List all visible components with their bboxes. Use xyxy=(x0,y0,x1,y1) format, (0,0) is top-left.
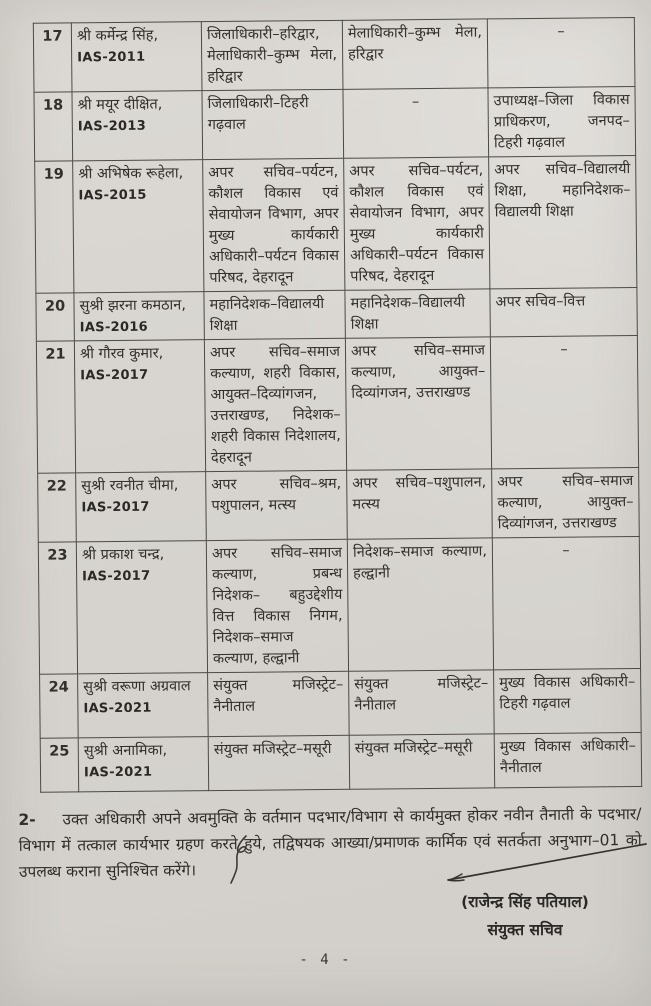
officer-name: सुश्री अनामिका, xyxy=(83,742,168,760)
posting-cell: अपर सचिव–समाज कल्याण, प्रबन्ध निदेशक– बहुउद्देशीय वित्त विकास निगम, निदेशक–समाज कल्याण, हल्द्वानी xyxy=(206,539,348,672)
posting-cell: जिलाधिकारी–टिहरी गढ़वाल xyxy=(202,89,344,159)
officer-name: सुश्री वरूणा अग्रवाल xyxy=(83,678,191,696)
table-row xyxy=(40,668,642,738)
officer-name-cell xyxy=(71,22,202,92)
table-row xyxy=(35,156,637,294)
posting-cell: – xyxy=(343,88,489,158)
officer-batch: IAS-2017 xyxy=(82,568,151,585)
posting-cell: अपर सचिव–वित्त xyxy=(490,288,637,337)
transfer-order-table xyxy=(33,17,642,793)
officer-batch: IAS-2016 xyxy=(79,319,149,336)
serial-number: 25 xyxy=(40,738,79,792)
posting-cell: अपर सचिव–विद्यालयी शिक्षा, महानिदेशक– विद्यालयी शिक्षा xyxy=(489,156,637,289)
paragraph-number: 2- xyxy=(18,810,36,829)
posting-cell: मुख्य विकास अधिकारी–नैनीताल xyxy=(494,732,642,787)
table-row xyxy=(36,288,637,342)
serial-number: 22 xyxy=(38,473,77,542)
officer-batch: IAS-2017 xyxy=(80,367,149,384)
officer-name-cell xyxy=(74,292,204,341)
posting-cell: संयुक्त मजिस्ट्रेट–मसूरी xyxy=(208,735,350,790)
posting-cell: अपर सचिव–समाज कल्याण, शहरी विकास, आयुक्त–दिव्यांगजन, उत्तराखण्ड, निदेशक–शहरी विकास निदेशालय, देहरादून xyxy=(204,338,346,471)
serial-number: 20 xyxy=(36,293,74,341)
serial-number: 17 xyxy=(33,23,72,92)
posting-cell: अपर सचिव–श्रम, पशुपालन, मत्स्य xyxy=(206,470,348,540)
signatory-title: संयुक्त सचिव xyxy=(487,921,563,939)
posting-cell: – xyxy=(490,336,638,469)
posting-cell: – xyxy=(487,18,635,88)
table-row xyxy=(34,87,636,162)
officer-batch: IAS-2013 xyxy=(77,118,147,135)
serial-number: 21 xyxy=(36,341,75,473)
posting-cell: जिलाधिकारी–हरिद्वार, मेलाधिकारी–कुम्भ मेला, हरिद्वार xyxy=(201,20,343,90)
table-row xyxy=(40,732,641,792)
officer-name: सुश्री झरना कमठान, xyxy=(79,297,187,315)
serial-number: 18 xyxy=(34,92,73,161)
officer-name: श्री प्रकाश चन्द्र, xyxy=(81,546,165,564)
officer-batch: IAS-2015 xyxy=(78,187,147,204)
posting-cell: अपर सचिव–पर्यटन, कौशल विकास एवं सेवायोजन विभाग, अपर मुख्य कार्यकारी अधिकारी–पर्यटन विकास परिषद, देहरादून xyxy=(203,158,345,291)
officer-batch: IAS-2021 xyxy=(83,700,152,717)
officer-batch: IAS-2021 xyxy=(83,764,153,781)
posting-cell: अपर सचिव–पर्यटन, कौशल विकास एवं सेवायोजन विभाग, अपर मुख्य कार्यकारी अधिकारी–पर्यटन विकास परिषद, देहरादून xyxy=(344,157,490,290)
officer-name: श्री कर्मेन्द्र सिंह, xyxy=(76,27,159,45)
page-number: - 4 - xyxy=(299,952,352,968)
posting-cell: संयुक्त मजिस्ट्रेट–मसूरी xyxy=(349,734,495,789)
posting-cell: संयुक्त मजिस्ट्रेट– नैनीताल xyxy=(208,671,350,736)
officer-name-cell xyxy=(76,541,207,674)
posting-cell: मेलाधिकारी–कुम्भ मेला, हरिद्वार xyxy=(342,19,488,89)
signature-block xyxy=(420,888,630,944)
table-row xyxy=(33,18,635,93)
paragraph-text: उक्त अधिकारी अपने अवमुक्ति के वर्तमान पदभार/विभाग से कार्यमुक्त होकर नवीन तैनाती के पदभार/विभाग में तत्काल कार्यभार ग्रहण करते हुये, तद्विषयक आख्या/प्रमाणक कार्मिक एवं सतर्कता अनुभाग–01 को उपलब्ध कराना सुनिश्चित करेंगे। xyxy=(18,804,642,881)
officer-batch: IAS-2017 xyxy=(81,499,150,516)
posting-cell: – xyxy=(492,536,640,669)
serial-number: 24 xyxy=(40,674,79,738)
posting-cell: मुख्य विकास अधिकारी–टिहरी गढ़वाल xyxy=(494,668,642,733)
officer-name: श्री अभिषेक रूहेला, xyxy=(78,165,184,183)
officer-batch: IAS-2011 xyxy=(77,49,146,66)
posting-cell: अपर सचिव–पशुपालन, मत्स्य xyxy=(347,469,493,539)
table-row xyxy=(38,467,640,542)
officer-name-cell xyxy=(76,472,207,542)
serial-number: 23 xyxy=(38,542,77,674)
posting-cell: महानिदेशक–विद्यालयी शिक्षा xyxy=(204,290,345,339)
table-row xyxy=(38,536,640,674)
posting-cell: अपर सचिव–समाज कल्याण, आयुक्त– दिव्यांगजन, उत्तराखण्ड xyxy=(492,467,640,537)
posting-cell: उपाध्यक्ष–जिला विकास प्राधिकरण, जनपद– टिहरी गढ़वाल xyxy=(488,87,636,157)
officer-name-cell xyxy=(78,673,209,738)
signatory-name: (राजेन्द्र सिंह पतियाल) xyxy=(461,893,589,911)
officer-name-cell xyxy=(78,737,209,792)
officer-name-cell xyxy=(73,160,204,293)
posting-cell: अपर सचिव–समाज कल्याण, आयुक्त– दिव्यांगजन, उत्तराखण्ड xyxy=(345,337,491,470)
officer-name-cell xyxy=(74,340,205,473)
serial-number: 19 xyxy=(35,161,74,293)
table-row xyxy=(36,336,638,474)
officer-name: सुश्री रवनीत चीमा, xyxy=(81,477,179,495)
posting-cell: महानिदेशक–विद्यालयी शिक्षा xyxy=(345,289,490,338)
posting-cell: निदेशक–समाज कल्याण, हल्द्वानी xyxy=(347,538,493,671)
officer-name-cell xyxy=(72,91,203,161)
posting-cell: संयुक्त मजिस्ट्रेट– नैनीताल xyxy=(349,670,495,735)
instruction-paragraph xyxy=(18,801,642,885)
officer-name: श्री गौरव कुमार, xyxy=(79,345,164,363)
officer-name: श्री मयूर दीक्षित, xyxy=(77,96,163,114)
